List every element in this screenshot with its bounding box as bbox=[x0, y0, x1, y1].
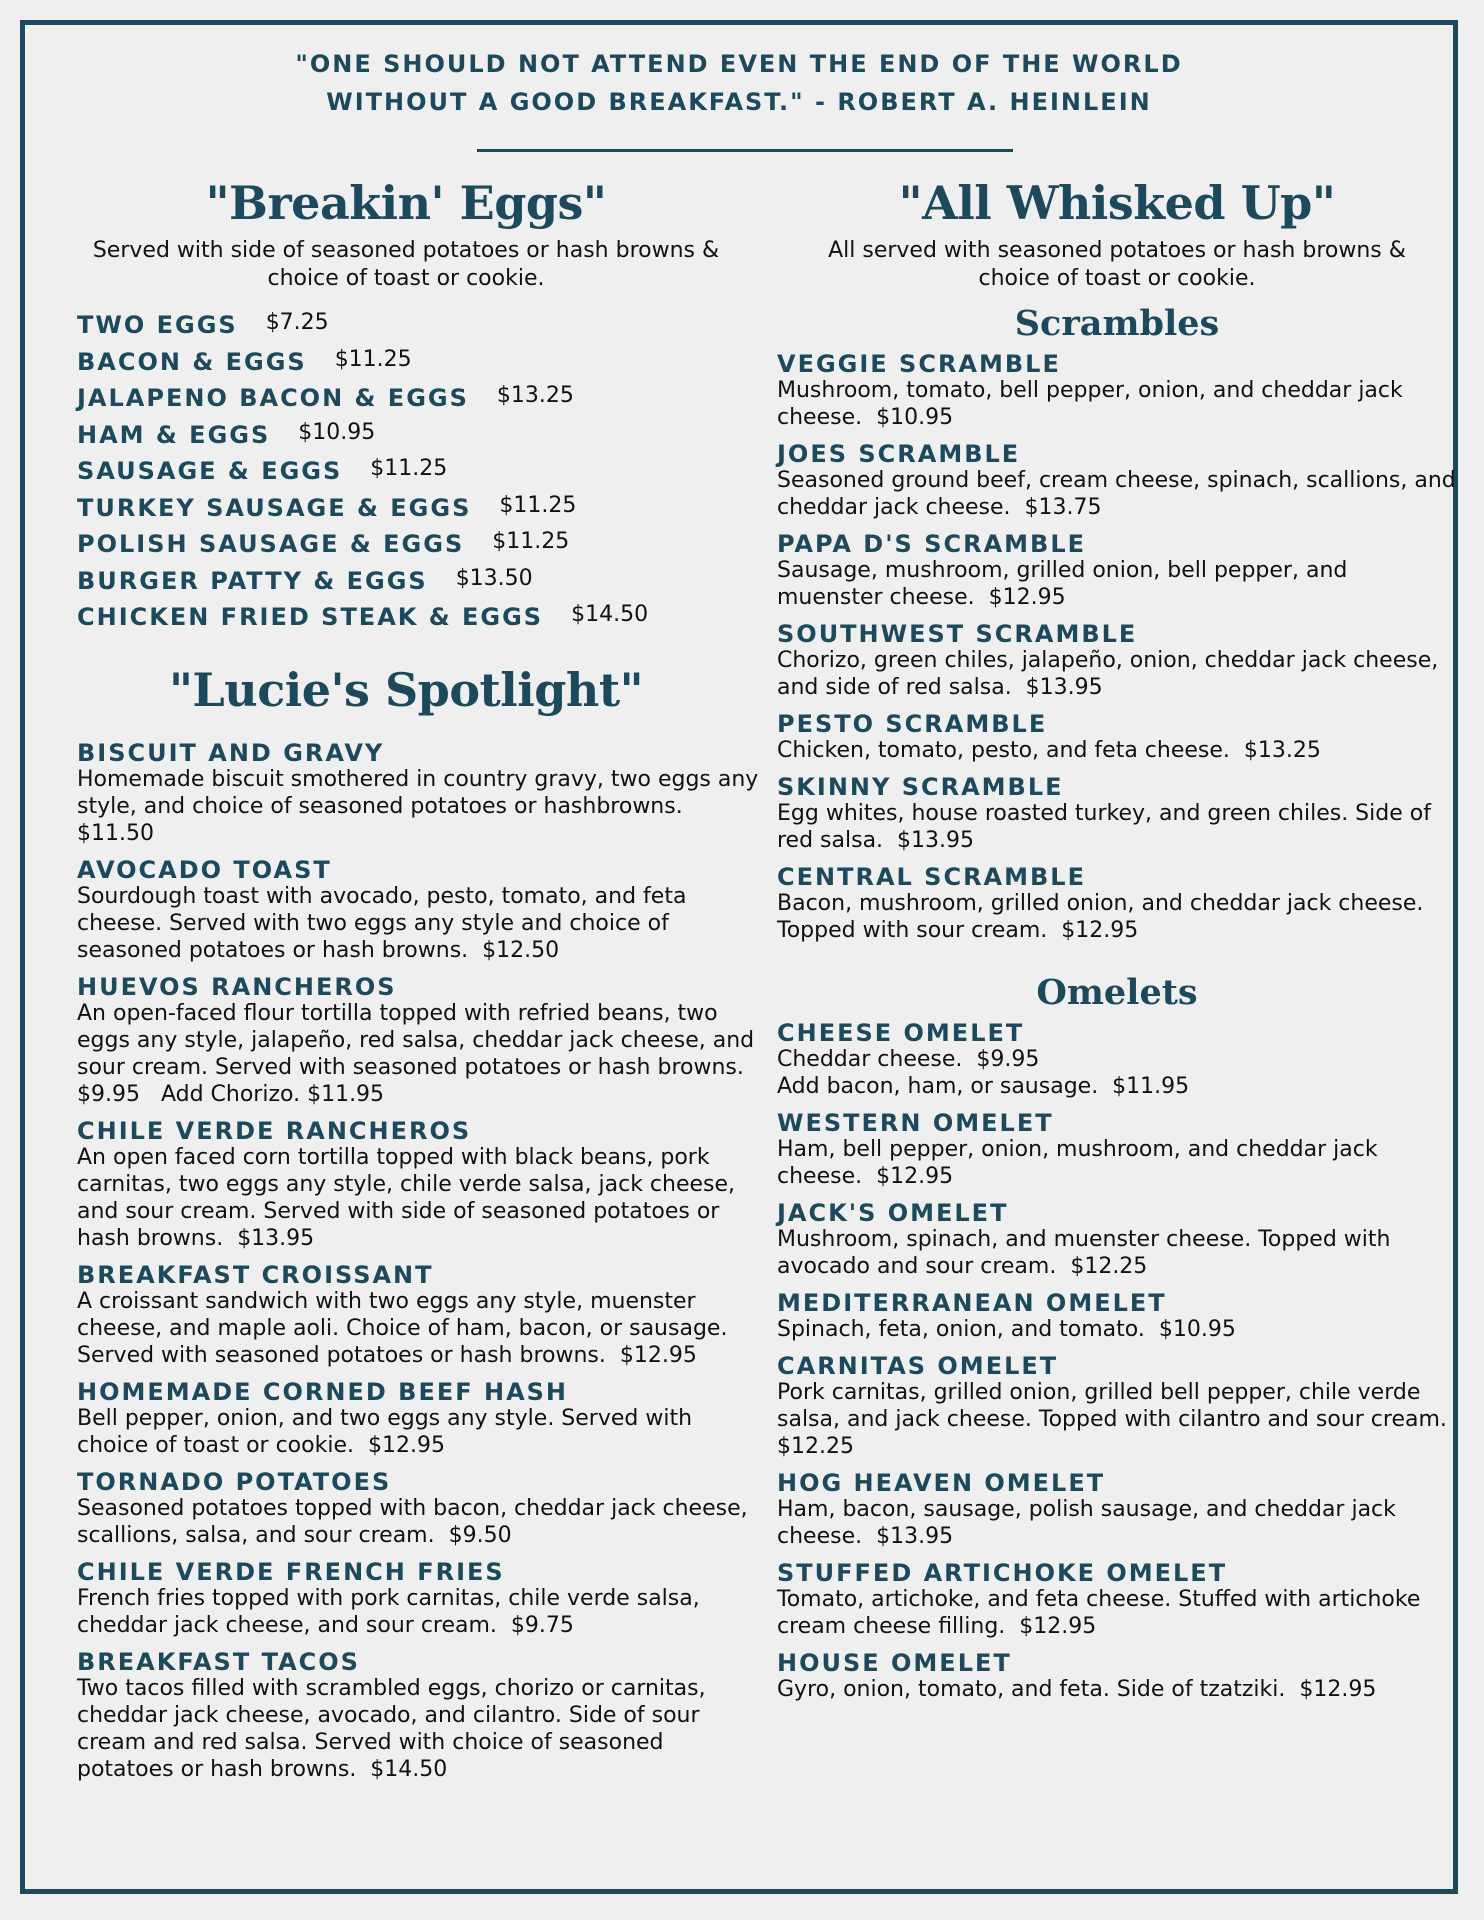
menu-item bbox=[777, 864, 1457, 944]
whisked-intro: All served with seasoned potatoes or hash browns & choice of toast or cookie. bbox=[828, 238, 1406, 291]
menu-item bbox=[77, 380, 759, 417]
menu-item-name: JALAPENO BACON & EGGS bbox=[77, 384, 469, 412]
menu-item bbox=[77, 453, 759, 490]
menu-item bbox=[77, 526, 759, 563]
menu-item-description: Tomato, artichoke, and feta cheese. Stuffed with artichoke cream cheese filling. $12.95 bbox=[777, 1587, 1428, 1639]
menu-item-description: Ham, bacon, sausage, polish sausage, and cheddar jack cheese. $13.95 bbox=[777, 1497, 1403, 1549]
left-column bbox=[53, 173, 766, 1793]
menu-item-description: Homemade biscuit smothered in country gravy, two eggs any style, and choice of seasoned potatoes or hashbrowns. $11.50 bbox=[77, 766, 766, 846]
menu-item bbox=[777, 1650, 1457, 1703]
menu-item-name: POLISH SAUSAGE & EGGS bbox=[77, 530, 465, 558]
menu-item-description: Seasoned potatoes topped with bacon, cheddar jack cheese, scallions, salsa, and sour cream. $9.50 bbox=[77, 1495, 755, 1548]
menu-item-name: VEGGIE SCRAMBLE bbox=[777, 350, 1061, 378]
menu-item-name: BISCUIT AND GRAVY bbox=[77, 738, 385, 767]
spotlight-list bbox=[53, 738, 766, 1783]
menu-item-name: TURKEY SAUSAGE & EGGS bbox=[77, 493, 472, 522]
menu-item bbox=[77, 1649, 759, 1783]
menu-item-price: $7.25 bbox=[265, 310, 329, 335]
menu-item-description: Sausage, mushroom, grilled onion, bell pepper, and muenster cheese. $12.95 bbox=[777, 558, 1355, 610]
menu-item bbox=[77, 1262, 759, 1369]
menu-item bbox=[77, 1469, 759, 1549]
menu-item bbox=[77, 1559, 759, 1639]
menu-item-name: BACON & EGGS bbox=[77, 347, 307, 376]
menu-item bbox=[777, 711, 1457, 764]
menu-item bbox=[777, 1290, 1457, 1343]
menu-item-name: SKINNY SCRAMBLE bbox=[777, 773, 1064, 801]
menu-item bbox=[777, 1560, 1457, 1640]
menu-item bbox=[77, 972, 762, 1108]
menu-frame bbox=[20, 20, 1463, 1894]
menu-item-name: AVOCADO TOAST bbox=[77, 855, 332, 884]
menu-item bbox=[777, 1200, 1457, 1280]
menu-item bbox=[77, 563, 759, 600]
menu-item-price: $13.25 bbox=[496, 383, 574, 408]
menu-item-description: Egg whites, house roasted turkey, and green chiles. Side of red salsa. $13.95 bbox=[777, 801, 1438, 853]
header-divider bbox=[477, 149, 1013, 152]
menu-item bbox=[777, 1470, 1457, 1550]
menu-item-name: CHEESE OMELET bbox=[777, 1019, 1025, 1047]
menu-item-description: French fries topped with pork carnitas, chile verde salsa, cheddar jack cheese, and sour cream. $9.75 bbox=[77, 1585, 707, 1638]
whisked-title: "All Whisked Up" bbox=[898, 176, 1336, 230]
menu-item-name: STUFFED ARTICHOKE OMELET bbox=[777, 1559, 1228, 1587]
menu-item-name: CHILE VERDE RANCHEROS bbox=[77, 1116, 472, 1145]
menu-item bbox=[77, 599, 759, 636]
menu-item bbox=[777, 1020, 1457, 1100]
menu-item-name: BREAKFAST CROISSANT bbox=[77, 1260, 434, 1289]
menu-item-name: BREAKFAST TACOS bbox=[77, 1647, 360, 1676]
menu-item bbox=[777, 621, 1457, 701]
menu-item bbox=[777, 1352, 1461, 1460]
menu-item-description: Sourdough toast with avocado, pesto, tomato, and feta cheese. Served with two eggs any style and choice of seasoned potatoes or hash browns. $12.50 bbox=[77, 883, 694, 963]
menu-item-description: An open-faced flour tortilla topped with refried beans, two eggs any style, jalapeño, red salsa, cheddar jack cheese, and sour cream. Served with seasoned potatoes or hash browns. $9.95 Add Chorizo. $11.95 bbox=[77, 1000, 762, 1107]
menu-item-name: JOES SCRAMBLE bbox=[777, 440, 1021, 468]
menu-item bbox=[77, 307, 759, 344]
menu-item bbox=[777, 531, 1457, 611]
menu-item-description: Ham, bell pepper, onion, mushroom, and cheddar jack cheese. $12.95 bbox=[777, 1137, 1385, 1189]
menu-item-description: A croissant sandwich with two eggs any style, muenster cheese, and maple aoli. Choice of ham, bacon, or sausage. Served with seasoned potatoes or hash browns. $12.95 bbox=[77, 1288, 735, 1368]
scrambles-title: Scrambles bbox=[1014, 303, 1220, 344]
menu-item-name: SOUTHWEST SCRAMBLE bbox=[777, 620, 1138, 648]
menu-item-name: WESTERN OMELET bbox=[777, 1109, 1054, 1137]
menu-item-name: HOG HEAVEN OMELET bbox=[777, 1469, 1106, 1497]
menu-item-description: An open faced corn tortilla topped with black beans, pork carnitas, two eggs any style, chile verde salsa, jack cheese, and sour cream. Served with side of seasoned potatoes or hash browns. $13.95 bbox=[77, 1144, 743, 1251]
menu-item-description: Two tacos filled with scrambled eggs, chorizo or carnitas, cheddar jack cheese, avocado, and cilantro. Side of sour cream and red salsa. Served with choice of seasoned potatoes or hash browns. $14.50 bbox=[77, 1675, 713, 1782]
menu-item-price: $13.50 bbox=[455, 565, 533, 591]
menu-item-price: $11.25 bbox=[499, 492, 577, 518]
header-quote bbox=[25, 45, 1453, 121]
menu-item-name: SAUSAGE & EGGS bbox=[77, 457, 343, 485]
menu-item-description: Seasoned ground beef, cream cheese, spinach, scallions, and cheddar jack cheese. $13.75 bbox=[777, 468, 1463, 520]
menu-item bbox=[77, 344, 759, 381]
menu-item-name: MEDITERRANEAN OMELET bbox=[777, 1289, 1167, 1317]
omelets-list bbox=[777, 1019, 1461, 1703]
breakin-eggs-intro: Served with side of seasoned potatoes or hash browns & choice of toast or cookie. bbox=[92, 238, 720, 291]
menu-item bbox=[77, 1379, 759, 1459]
menu-item-price: $11.25 bbox=[492, 529, 570, 554]
menu-item-description: Mushroom, spinach, and muenster cheese. Topped with avocado and sour cream. $12.25 bbox=[777, 1227, 1398, 1279]
menu-item bbox=[77, 490, 759, 527]
menu-item-description: Cheddar cheese. $9.95 Add bacon, ham, or sausage. $11.95 bbox=[777, 1047, 1190, 1099]
menu-item-price: $10.95 bbox=[298, 419, 376, 445]
menu-item-name: CHICKEN FRIED STEAK & EGGS bbox=[77, 603, 544, 631]
menu-item bbox=[77, 738, 766, 847]
breakin-eggs-title: "Breakin' Eggs" bbox=[205, 176, 607, 230]
menu-item bbox=[777, 351, 1457, 431]
menu-item bbox=[777, 440, 1463, 521]
menu-item-name: HUEVOS RANCHEROS bbox=[77, 972, 397, 1001]
menu-item-name: CARNITAS OMELET bbox=[777, 1352, 1059, 1380]
quote-line-2: WITHOUT A GOOD BREAKFAST." - ROBERT A. HEINLEIN bbox=[326, 88, 1152, 116]
menu-item-description: Pork carnitas, grilled onion, grilled bell pepper, chile verde salsa, and jack cheese. Topped with cilantro and sour cream. $12.25 bbox=[777, 1380, 1461, 1459]
menu-item-name: HAM & EGGS bbox=[77, 420, 271, 449]
menu-item-description: Mushroom, tomato, bell pepper, onion, and cheddar jack cheese. $10.95 bbox=[777, 378, 1410, 430]
menu-item-description: Bacon, mushroom, grilled onion, and cheddar jack cheese. Topped with sour cream. $12.95 bbox=[777, 891, 1431, 943]
menu-item-description: Bell pepper, onion, and two eggs any style. Served with choice of toast or cookie. $12.95 bbox=[77, 1405, 700, 1458]
spotlight-title: "Lucie's Spotlight" bbox=[168, 662, 644, 717]
menu-item bbox=[77, 1118, 759, 1252]
menu-item-price: $11.25 bbox=[334, 346, 412, 372]
menu-item-name: CENTRAL SCRAMBLE bbox=[777, 863, 1086, 891]
menu-item-name: PESTO SCRAMBLE bbox=[777, 710, 1048, 738]
quote-line-1: "ONE SHOULD NOT ATTEND EVEN THE END OF THE WORLD bbox=[295, 50, 1183, 78]
menu-item bbox=[777, 774, 1457, 854]
menu-item bbox=[77, 417, 759, 454]
menu-item-name: HOMEMADE CORNED BEEF HASH bbox=[77, 1377, 569, 1406]
right-column bbox=[777, 173, 1463, 1713]
menu-item-price: $14.50 bbox=[571, 602, 649, 627]
menu-item-description: Chicken, tomato, pesto, and feta cheese. $13.25 bbox=[777, 738, 1321, 763]
menu-item-price: $11.25 bbox=[370, 456, 448, 481]
menu-item-name: CHILE VERDE FRENCH FRIES bbox=[77, 1557, 505, 1586]
menu-item bbox=[777, 1110, 1457, 1190]
menu-item-name: TWO EGGS bbox=[77, 311, 238, 339]
menu-item-description: Chorizo, green chiles, jalapeño, onion, cheddar jack cheese, and side of red salsa. $13.95 bbox=[777, 648, 1446, 700]
menu-item-description: Spinach, feta, onion, and tomato. $10.95 bbox=[777, 1317, 1236, 1342]
menu-item-name: BURGER PATTY & EGGS bbox=[77, 566, 428, 595]
menu-item-description: Gyro, onion, tomato, and feta. Side of tzatziki. $12.95 bbox=[777, 1677, 1377, 1702]
menu-item-name: JACK'S OMELET bbox=[777, 1199, 1009, 1227]
menu-item-name: PAPA D'S SCRAMBLE bbox=[777, 530, 1087, 558]
menu-item-name: TORNADO POTATOES bbox=[77, 1467, 392, 1496]
scrambles-list bbox=[777, 350, 1463, 944]
menu-item bbox=[77, 857, 759, 964]
menu-item-name: HOUSE OMELET bbox=[777, 1649, 1012, 1677]
breakin-eggs-list bbox=[53, 307, 759, 636]
omelets-title: Omelets bbox=[1036, 972, 1198, 1013]
